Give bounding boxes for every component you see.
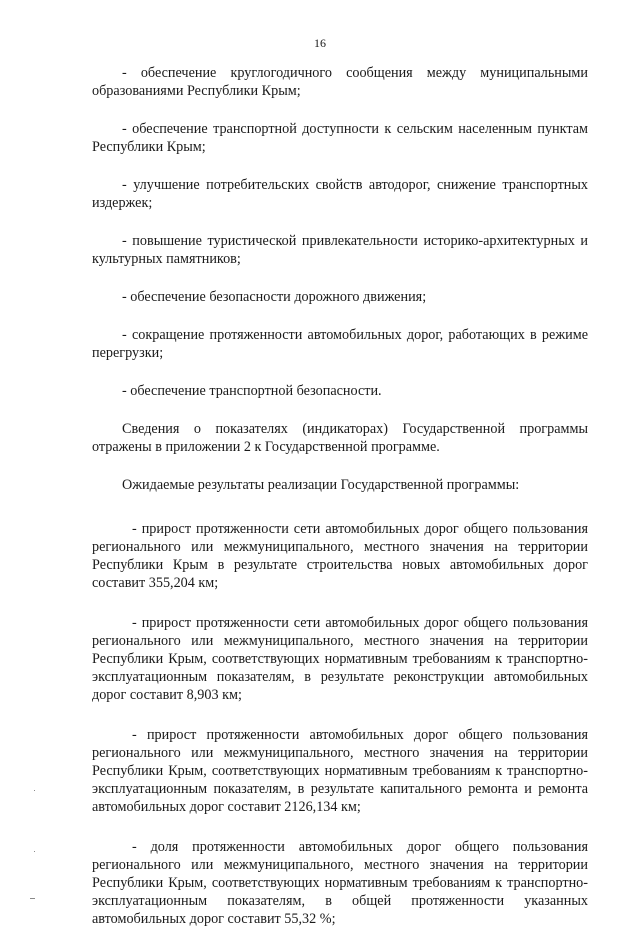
paragraph-indicators-info: Сведения о показателях (индикаторах) Государственной программы отражены в приложении 2 к Государственной программе. — [92, 421, 588, 455]
paragraph-result-reconstruction: - прирост протяженности сети автомобильных дорог общего пользования регионального или межмуниципального, местного значения на территории Республики Крым, соответствующих нормативным требованиям к транспортно-эксплуатационным показателям, в результате реконструкции автомобильных дорог составит 8,903 км; — [92, 615, 588, 703]
paragraph-goal-rural-access: - обеспечение транспортной доступности к сельским населенным пунктам Республики Крым; — [92, 121, 588, 155]
paragraph-result-repair: - прирост протяженности автомобильных дорог общего пользования регионального или межмуниципального, местного значения на территории Республики Крым, соответствующих нормативным требованиям к транспортно-эксплуатационным показателям, в результате капитального ремонта и ремонта автомобильных дорог составит 2126,134 км; — [92, 727, 588, 815]
paragraph-result-new-construction: - прирост протяженности сети автомобильных дорог общего пользования регионального или межмуниципального, местного значения на территории Республики Крым в результате строительства новых автомобильных дорог составит 355,204 км; — [92, 521, 588, 591]
page-number: 16 — [314, 36, 326, 50]
scan-artifact-left-lower — [34, 851, 35, 852]
paragraph-result-share-compliant: - доля протяженности автомобильных дорог общего пользования регионального или межмуниципального, местного значения на территории Республики Крым, соответствующих нормативным требованиям к транспортно-эксплуатационным показателям, в общей протяженности указанных автомобильных дорог составит 55,32 %; — [92, 839, 588, 927]
scan-artifact-left — [34, 790, 35, 791]
paragraph-goal-road-properties: - улучшение потребительских свойств автодорог, снижение транспортных издержек; — [92, 177, 588, 211]
scan-artifact-bottom-left — [30, 898, 35, 899]
document-body — [92, 64, 588, 928]
paragraph-goal-tourism: - повышение туристической привлекательности историко-архитектурных и культурных памятников; — [92, 233, 588, 267]
paragraph-expected-results-heading: Ожидаемые результаты реализации Государственной программы: — [122, 477, 520, 493]
paragraph-goal-transport-security: - обеспечение транспортной безопасности. — [122, 383, 382, 399]
paragraph-goal-overload-reduction: - сокращение протяженности автомобильных дорог, работающих в режиме перегрузки; — [92, 327, 588, 361]
paragraph-goal-year-round-connection: - обеспечение круглогодичного сообщения между муниципальными образованиями Республики Крым; — [92, 65, 588, 99]
paragraph-goal-road-safety: - обеспечение безопасности дорожного движения; — [122, 289, 427, 305]
